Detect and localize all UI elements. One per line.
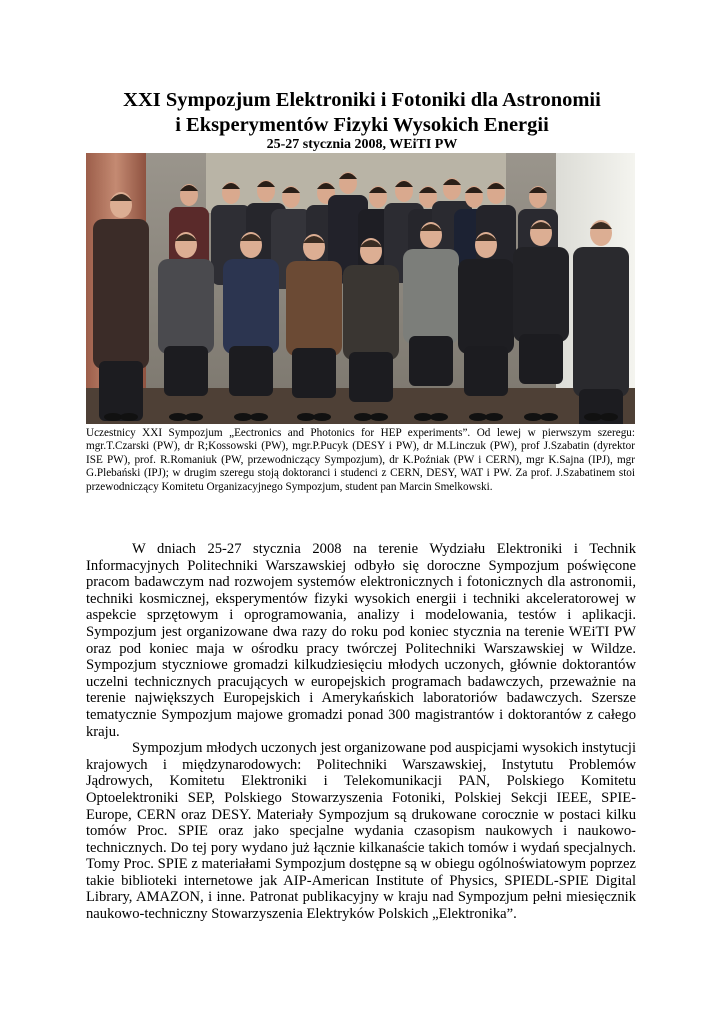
front-row-person xyxy=(573,220,629,424)
article-body xyxy=(86,541,636,923)
photo-caption: Uczestnicy XXI Sympozjum „Eectronics and Photonics for HEP experiments”. Od lewej w pierwszym szeregu: mgr.T.Czarski (PW), dr R;Kossowski (PW), mgr.P.Pucyk (DESY i PW), dr M.Linczuk (PW), prof J.Szabatin (dyrektor ISE PW), prof. R.Romaniuk (PW, przewodniczący Sympozjum), dr K.Poźniak (PW i CERN), mgr K.Sajna (IPJ), mgr G.Plebański (IPJ); w drugim szeregu stoją doktoranci i studenci z CERN, DESY, WAT i PW. Za prof. J.Szabatinem stoi przewodniczący Komitetu Organizacyjnego Sympozjum, student pan Marcin Smelkowski. xyxy=(86,427,635,493)
front-row-person xyxy=(286,234,342,421)
group-photo-illustration xyxy=(86,153,635,424)
group-photo xyxy=(86,153,635,424)
front-row-person xyxy=(458,232,514,421)
title-line-1: XXI Sympozjum Elektroniki i Fotoniki dla Astronomii xyxy=(123,89,601,111)
title-line-2: i Eksperymentów Fizyki Wysokich Energii xyxy=(175,114,549,136)
paragraph-2: Sympozjum młodych uczonych jest organizowane pod auspicjami wysokich instytucji krajowych i międzynarodowych: Politechniki Warszawskiej, Instytutu Problemów Jądrowych, Komitetu Elektroniki i Telekomunikacji PAN, Polskiego Komitetu Optoelektroniki SEP, Polskiego Stowarzyszenia Fotoniki, Polskiej Sekcji IEEE, SPIE-Europe, CERN oraz DESY. Materiały Sympozjum są drukowane corocznie w postaci kilku tomów Proc. SPIE oraz jako specjalne wydania czasopism naukowych i naukowo-technicznych. Do tej pory wydano już łącznie kilkanaście takich tomów i wydań specjalnych. Tomy Proc. SPIE z materiałami Sympozjum dostępne są w obiegu ogólnoświatowym poprzez takie biblioteki internetowe jak AIP-American Institute of Physics, SPIEDL-SPIE Digital Library, AMAZON, i inne. Patronat publikacyjny w kraju nad Sympozjum pełni miesięcznik naukowo-techniczny Stowarzyszenia Elektryków Polskich „Elektronika”. xyxy=(86,740,636,923)
front-row-person xyxy=(343,238,399,421)
front-row-person xyxy=(158,232,214,421)
front-row-person xyxy=(93,192,149,421)
document-subtitle: 25-27 stycznia 2008, WEiTI PW xyxy=(266,137,458,152)
document-title xyxy=(80,88,644,138)
front-row-person xyxy=(223,232,279,421)
paragraph-1: W dniach 25-27 stycznia 2008 na terenie Wydziału Elektroniki i Technik Informacyjnych Politechniki Warszawskiej odbyło się doroczne Sympozjum poświęcone pracom badawczym nad rozwojem systemów elektronicznych i fotonicznych dla astronomii, techniki kosmicznej, eksperymentów fizyki wysokich energii i techniki akceleratorowej w aspekcie sprzętowym i oprogramowania, analizy i modelowania, testów i aplikacji. Sympozjum jest organizowane dwa razy do roku pod koniec stycznia na terenie WEiTI PW oraz pod koniec maja w ośrodku pracy twórczej Politechniki Warszawskiej w Wildze. Sympozjum styczniowe gromadzi kilkudziesięciu młodych uczonych, głównie doktorantów uczelni technicznych pracujących w europejskich programach badawczych, przeważnie na terenie największych Europejskich i Amerykańskich laboratoriów badawczych. Szersze tematycznie Sympozjum majowe gromadzi ponad 300 magistrantów i doktorantów z całego kraju. xyxy=(86,541,636,740)
